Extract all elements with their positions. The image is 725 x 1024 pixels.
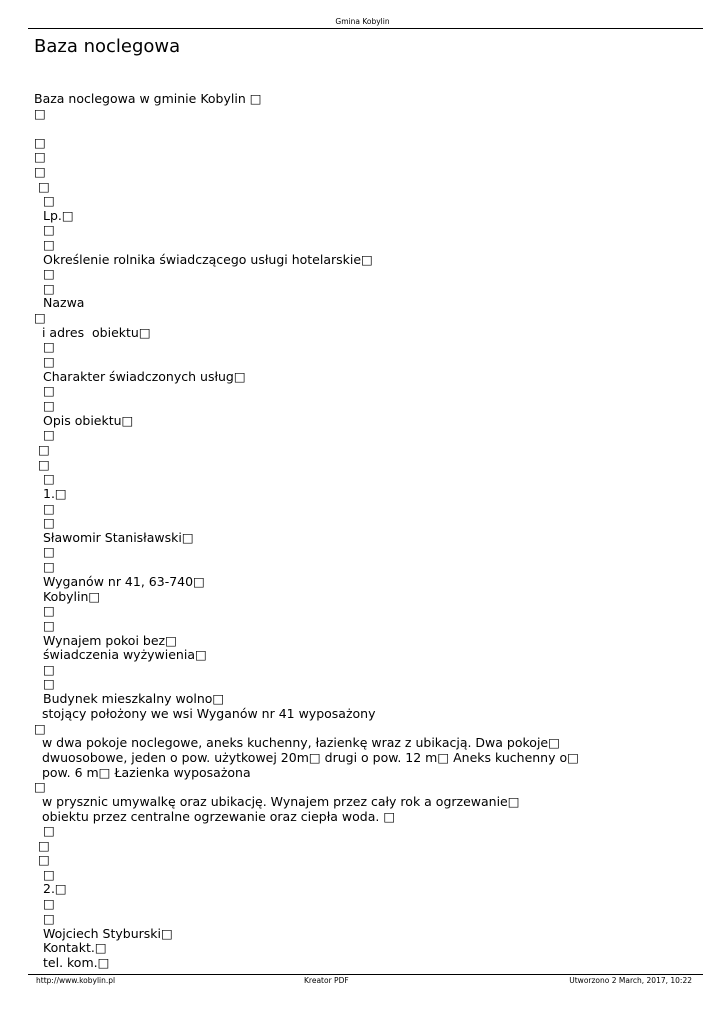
document-line: □ <box>38 179 50 194</box>
document-line: □ <box>34 135 46 150</box>
document-line: □ <box>43 193 55 208</box>
document-line: □ <box>43 281 55 296</box>
document-line: Kobylin□ <box>43 589 101 604</box>
document-line: □ <box>34 721 46 736</box>
document-line: 1.□ <box>43 486 67 501</box>
document-line: Sławomir Stanisławski□ <box>43 530 194 545</box>
document-line: □ <box>43 501 55 516</box>
document-line: □ <box>43 911 55 926</box>
page-title: Baza noclegowa <box>34 36 181 57</box>
footer-generator: Kreator PDF <box>304 976 349 985</box>
document-line: Budynek mieszkalny wolno□ <box>43 691 225 706</box>
document-line: □ <box>43 266 55 281</box>
document-line: □ <box>43 676 55 691</box>
document-line: □ <box>43 354 55 369</box>
document-line: □ <box>43 471 55 486</box>
document-line: Określenie rolnika świadczącego usługi hotelarskie□ <box>43 252 373 267</box>
document-line: □ <box>43 559 55 574</box>
document-line: □ <box>34 149 46 164</box>
document-line: □ <box>43 896 55 911</box>
document-line: Nazwa <box>43 295 85 310</box>
document-line: □ <box>43 515 55 530</box>
header-rule <box>28 28 703 29</box>
document-line: stojący położony we wsi Wyganów nr 41 wyposażony <box>38 706 376 721</box>
document-line: □ <box>43 618 55 633</box>
footer-rule <box>28 974 703 975</box>
document-line: Lp.□ <box>43 208 74 223</box>
footer-created-date: Utworzono 2 March, 2017, 10:22 <box>569 976 692 985</box>
document-line: 2.□ <box>43 881 67 896</box>
document-line: w prysznic umywalkę oraz ubikację. Wynajem przez cały rok a ogrzewanie□ <box>38 794 520 809</box>
document-line: □ <box>34 106 46 121</box>
document-line: □ <box>43 339 55 354</box>
document-line: Kontakt.□ <box>43 940 107 955</box>
document-line: □ <box>43 237 55 252</box>
document-line: pow. 6 m□ Łazienka wyposażona <box>38 765 251 780</box>
document-line: □ <box>38 457 50 472</box>
document-line: □ <box>38 838 50 853</box>
footer-url-link[interactable]: http://www.kobylin.pl <box>36 976 116 985</box>
document-line: Charakter świadczonych usług□ <box>43 369 246 384</box>
document-line: □ <box>34 164 46 179</box>
document-line: Opis obiektu□ <box>43 413 134 428</box>
document-line: Baza noclegowa w gminie Kobylin □ <box>34 91 262 106</box>
document-line: □ <box>43 383 55 398</box>
document-line: i adres obiektu□ <box>38 325 151 340</box>
document-line: □ <box>43 867 55 882</box>
document-line: □ <box>43 823 55 838</box>
document-line: □ <box>43 398 55 413</box>
document-line: Wojciech Styburski□ <box>43 926 173 941</box>
document-line: dwuosobowe, jeden o pow. użytkowej 20m□ drugi o pow. 12 m□ Aneks kuchenny o□ <box>38 750 579 765</box>
document-line: □ <box>43 662 55 677</box>
document-line: □ <box>38 442 50 457</box>
document-line: Wyganów nr 41, 63-740□ <box>43 574 205 589</box>
document-line: obiektu przez centralne ogrzewanie oraz ciepła woda. □ <box>38 809 396 824</box>
document-line: świadczenia wyżywienia□ <box>43 647 207 662</box>
document-line: □ <box>43 603 55 618</box>
document-line: Wynajem pokoi bez□ <box>43 633 177 648</box>
header-site-name: Gmina Kobylin <box>335 17 390 26</box>
document-line: □ <box>43 222 55 237</box>
document-line: □ <box>34 779 46 794</box>
document-line: w dwa pokoje noclegowe, aneks kuchenny, łazienkę wraz z ubikacją. Dwa pokoje□ <box>38 735 560 750</box>
document-line: □ <box>43 427 55 442</box>
document-line: □ <box>34 310 46 325</box>
document-line: □ <box>43 544 55 559</box>
document-line: tel. kom.□ <box>43 955 110 970</box>
document-line: □ <box>38 852 50 867</box>
